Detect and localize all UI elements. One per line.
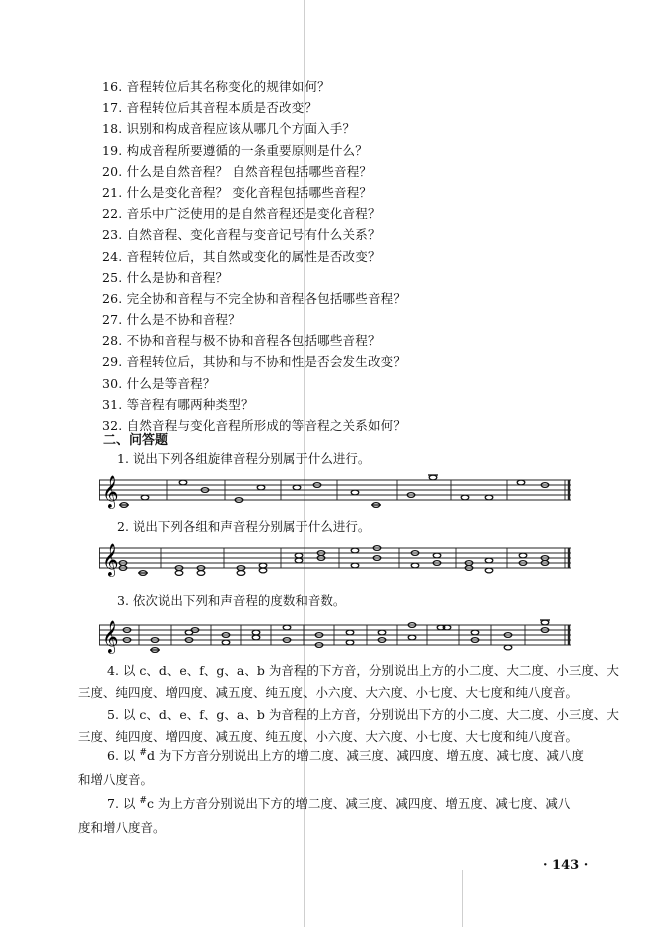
- page-number: · 143 ·: [543, 858, 589, 873]
- staff-interval-degrees: [99, 619, 571, 655]
- task-5-line-2: 三度、纯四度、增四度、减五度、纯五度、小六度、大六度、小七度、大七度和纯八度音。: [78, 729, 579, 744]
- question-item: 16. 音程转位后其名称变化的规律如何？: [102, 79, 330, 94]
- question-item: 17. 音程转位后其音程本质是否改变？: [102, 100, 318, 116]
- question-item: 23. 自然音程、变化音程与变音记号有什么关系？: [102, 227, 381, 243]
- task-7-paragraph: [78, 789, 586, 840]
- task-7-prefix: 7. 以: [107, 796, 136, 812]
- sharp-sign-icon: #: [139, 796, 147, 806]
- task-6-text: d 为下方音分别说出上方的增二度、减三度、减四度、增五度、减七度、减八度: [146, 748, 584, 764]
- treble-clef-icon: 𝄞: [102, 475, 119, 508]
- question-item: 19. 构成音程所要遵循的一条重要原则是什么？: [102, 142, 368, 158]
- task-4-line-2: 三度、纯四度、增四度、减五度、纯五度、小六度、大六度、小七度、大七度和纯八度音。: [78, 685, 579, 700]
- question-item: 28. 不协和音程与极不协和音程各包括哪些音程？: [102, 333, 381, 349]
- task-6-prefix: 6. 以: [107, 748, 136, 764]
- question-item: 18. 识别和构成音程应该从哪几个方面入手？: [102, 121, 356, 137]
- task-6-line-1: [78, 741, 586, 768]
- scan-edge-line: [462, 870, 463, 927]
- music-staff-2: [99, 542, 571, 578]
- music-staff-1: [99, 474, 571, 510]
- task-7-line-2: 度和增八度音。: [78, 820, 166, 836]
- task-1-prompt: 1. 说出下列各组旋律音程分别属于什么进行。: [117, 451, 371, 466]
- music-staff-3: [99, 619, 571, 655]
- task-3-prompt: 3. 依次说出下列和声音程的度数和音数。: [117, 593, 346, 608]
- question-item: 27. 什么是不协和音程？: [102, 312, 241, 328]
- section-title: 二、问答题: [103, 433, 169, 448]
- question-item: 29. 音程转位后，其协和与不协和性是否会发生改变？: [102, 354, 407, 370]
- task-4-line-1: 4. 以 c、d、e、f、g、a、b 为音程的下方音，分别说出上方的小二度、大二度、小三度、大: [107, 663, 619, 678]
- task-2-prompt: 2. 说出下列各组和声音程分别属于什么进行。: [117, 519, 371, 534]
- question-item: 31. 等音程有哪两种类型？: [102, 396, 254, 412]
- task-7-line-1: [78, 789, 586, 816]
- task-4-paragraph: [78, 660, 619, 704]
- question-list: [102, 76, 582, 436]
- staff-harmonic-intervals: [99, 542, 571, 578]
- task-6-paragraph: [78, 741, 586, 792]
- question-item: 25. 什么是协和音程？: [102, 269, 229, 285]
- treble-clef-icon: 𝄞: [102, 620, 119, 653]
- question-item: 20. 什么是自然音程？ 自然音程包括哪些音程？: [102, 163, 373, 179]
- task-6-line-2: 和增八度音。: [78, 772, 154, 788]
- task-7-text: c 为上方音分别说出下方的增二度、减三度、减四度、增五度、减七度、减八: [146, 796, 571, 812]
- question-item: 22. 音乐中广泛使用的是自然音程还是变化音程？: [102, 206, 381, 222]
- question-item: 26. 完全协和音程与不完全协和音程各包括哪些音程？: [102, 290, 407, 306]
- sharp-sign-icon: #: [139, 748, 147, 758]
- question-item: 24. 音程转位后，其自然或变化的属性是否改变？: [102, 248, 381, 264]
- question-item: 30. 什么是等音程？: [102, 375, 216, 391]
- task-5-line-1: 5. 以 c、d、e、f、g、a、b 为音程的上方音，分别说出下方的小二度、大二度、小三度、大: [107, 707, 619, 722]
- treble-clef-icon: 𝄞: [102, 543, 119, 576]
- question-item: 21. 什么是变化音程？ 变化音程包括哪些音程？: [102, 184, 373, 200]
- staff-melodic-intervals: [99, 474, 571, 510]
- question-item: 32. 自然音程与变化音程所形成的等音程之关系如何？: [102, 418, 407, 433]
